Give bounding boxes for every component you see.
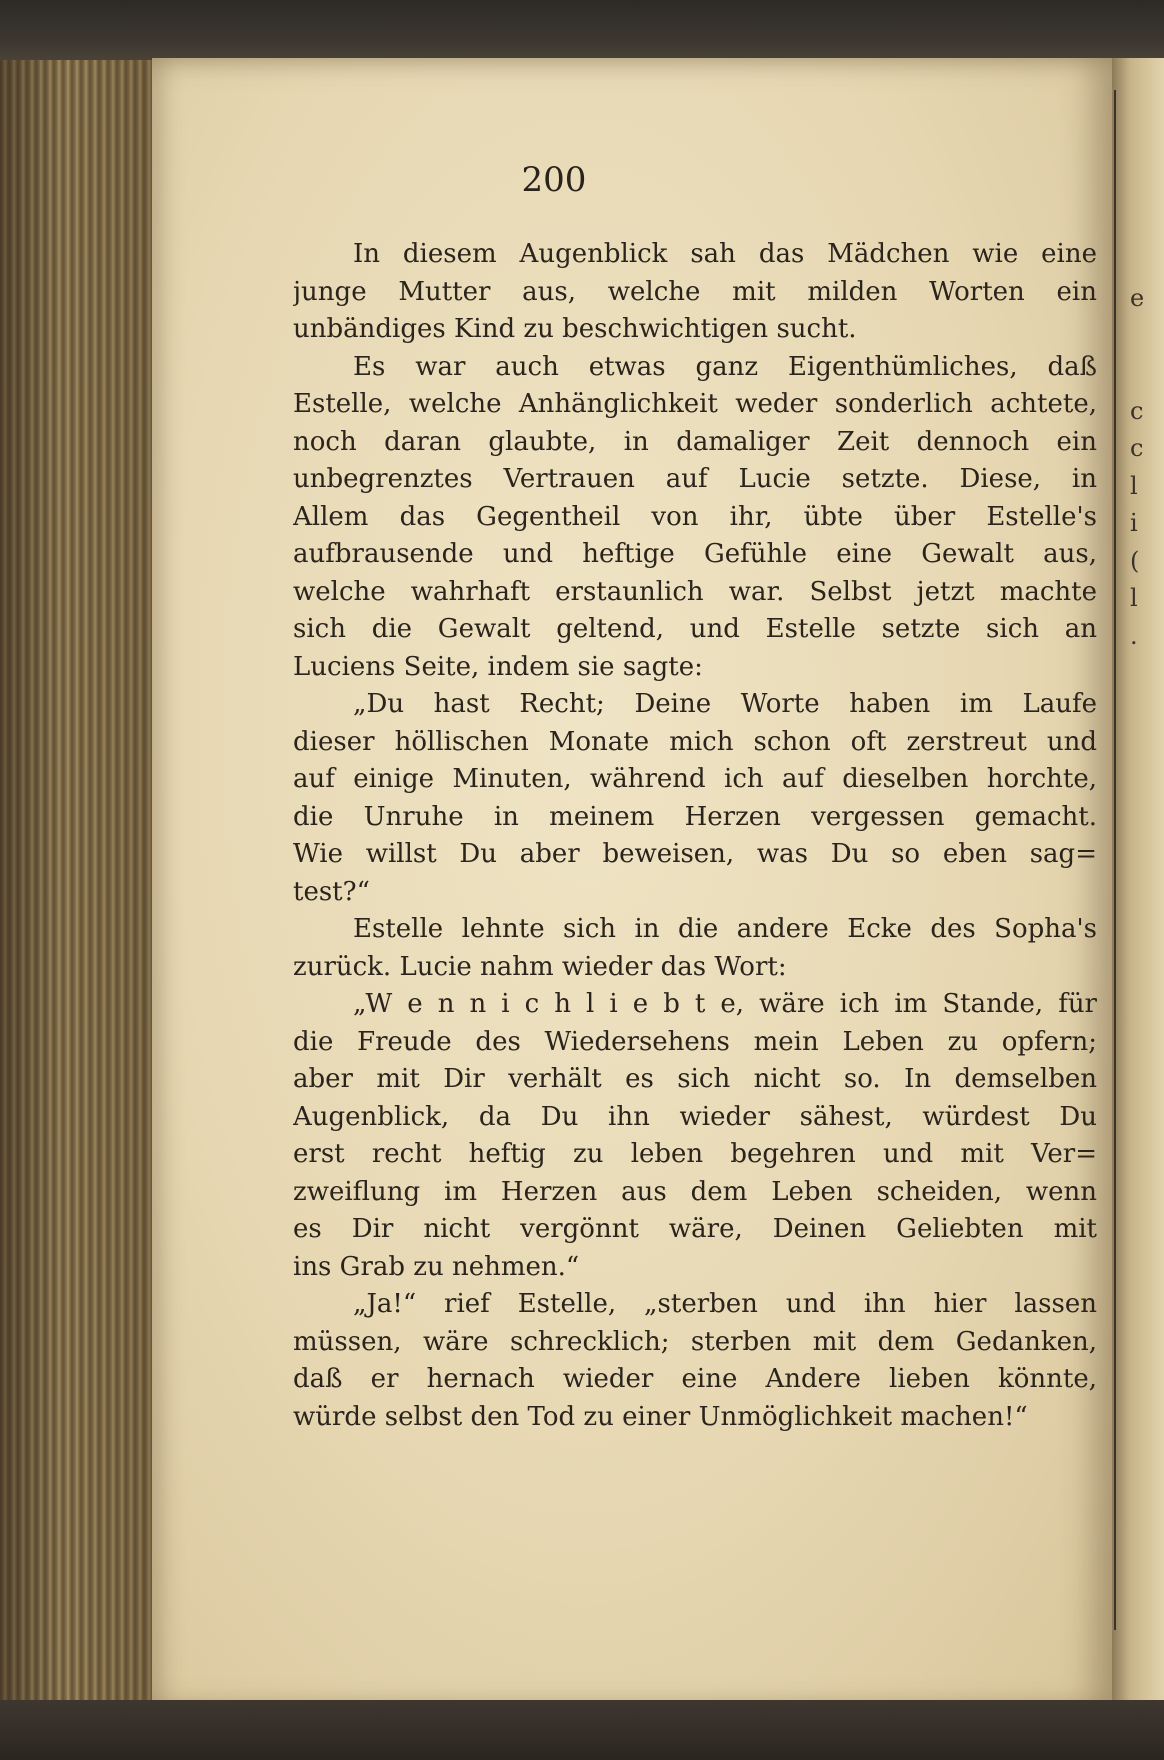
text-line: „Ja!“ rief Estelle, „sterben und ihn hier lassen: [353, 1289, 1097, 1319]
text-line: sich die Gewalt geltend, und Estelle setzte sich an: [293, 614, 1097, 644]
text-line: Es war auch etwas ganz Eigenthümliches, daß: [353, 351, 1097, 382]
text-line: würde selbst den Tod zu einer Unmöglichkeit machen!“: [293, 1401, 1028, 1432]
text-line: unbändiges Kind zu beschwichtigen sucht.: [293, 314, 857, 344]
adjacent-page-fragment: l: [1130, 584, 1138, 612]
text-line: müssen, wäre schrecklich; sterben mit dem Gedanken,: [293, 1326, 1097, 1357]
adjacent-page-text: [1130, 280, 1160, 655]
text-line: die Freude des Wiedersehens mein Leben zu opfern;: [293, 1026, 1097, 1057]
text-line: Estelle, welche Anhänglichkeit weder sonderlich achtete,: [293, 389, 1097, 419]
text-line: noch daran glaubte, in damaliger Zeit dennoch ein: [293, 426, 1097, 457]
text-line: es Dir nicht vergönnt wäre, Deinen Geliebten mit: [293, 1214, 1097, 1244]
text-line: junge Mutter aus, welche mit milden Worten ein: [293, 276, 1097, 307]
text-line: aufbrausende und heftige Gefühle eine Gewalt aus,: [293, 539, 1097, 569]
text-line: In diesem Augenblick sah das Mädchen wie eine: [353, 239, 1097, 269]
text-line: welche wahrhaft erstaunlich war. Selbst jetzt machte: [293, 576, 1097, 607]
adjacent-page-fragment: [1130, 318, 1160, 356]
adjacent-page-fragment: [1130, 355, 1160, 393]
book-bottom-edge: [0, 1700, 1164, 1760]
text-line: „Du hast Recht; Deine Worte haben im Laufe: [353, 689, 1097, 719]
text-line: Allem das Gegentheil von ihr, übte über Estelle's: [293, 501, 1097, 532]
text-line: unbegrenztes Vertrauen auf Lucie setzte. Diese, in: [293, 464, 1097, 494]
text-line: „W e n n i c h l i e b t e, wäre ich im Stande, für: [353, 989, 1097, 1019]
text-line: aber mit Dir verhält es sich nicht so. In demselben: [293, 1064, 1097, 1094]
text-line: test?“: [293, 876, 370, 907]
page-stack-shadow: [0, 60, 160, 1700]
adjacent-page-fragment: e: [1130, 284, 1145, 312]
text-line: zurück. Lucie nahm wieder das Wort:: [293, 951, 787, 982]
body-text: [293, 236, 1097, 1436]
text-line: Luciens Seite, indem sie sagte:: [293, 651, 703, 682]
text-line: auf einige Minuten, während ich auf dieselben horchte,: [293, 764, 1097, 794]
page-number: 200: [521, 160, 587, 200]
adjacent-page-fragment: (: [1130, 546, 1140, 575]
text-line: Wie willst Du aber beweisen, was Du so eben sag=: [293, 839, 1097, 869]
adjacent-page-fragment: .: [1130, 621, 1138, 650]
text-line: Estelle lehnte sich in die andere Ecke des Sopha's: [353, 914, 1097, 944]
text-line: die Unruhe in meinem Herzen vergessen gemacht.: [293, 801, 1097, 832]
adjacent-page-fragment: i: [1130, 509, 1138, 537]
adjacent-page-fragment: c: [1130, 434, 1144, 462]
text-line: Augenblick, da Du ihn wieder sähest, würdest Du: [293, 1101, 1097, 1132]
text-line: ins Grab zu nehmen.“: [293, 1251, 580, 1282]
adjacent-page-fragment: l: [1130, 471, 1138, 500]
text-line: zweiflung im Herzen aus dem Leben scheiden, wenn: [293, 1176, 1097, 1207]
text-line: daß er hernach wieder eine Andere lieben könnte,: [293, 1364, 1097, 1394]
adjacent-page-fragment: c: [1130, 396, 1144, 425]
text-line: erst recht heftig zu leben begehren und mit Ver=: [293, 1139, 1097, 1169]
book-top-edge: [0, 0, 1164, 60]
text-line: dieser höllischen Monate mich schon oft zerstreut und: [293, 726, 1097, 757]
page-gutter-line: [1114, 90, 1116, 1630]
